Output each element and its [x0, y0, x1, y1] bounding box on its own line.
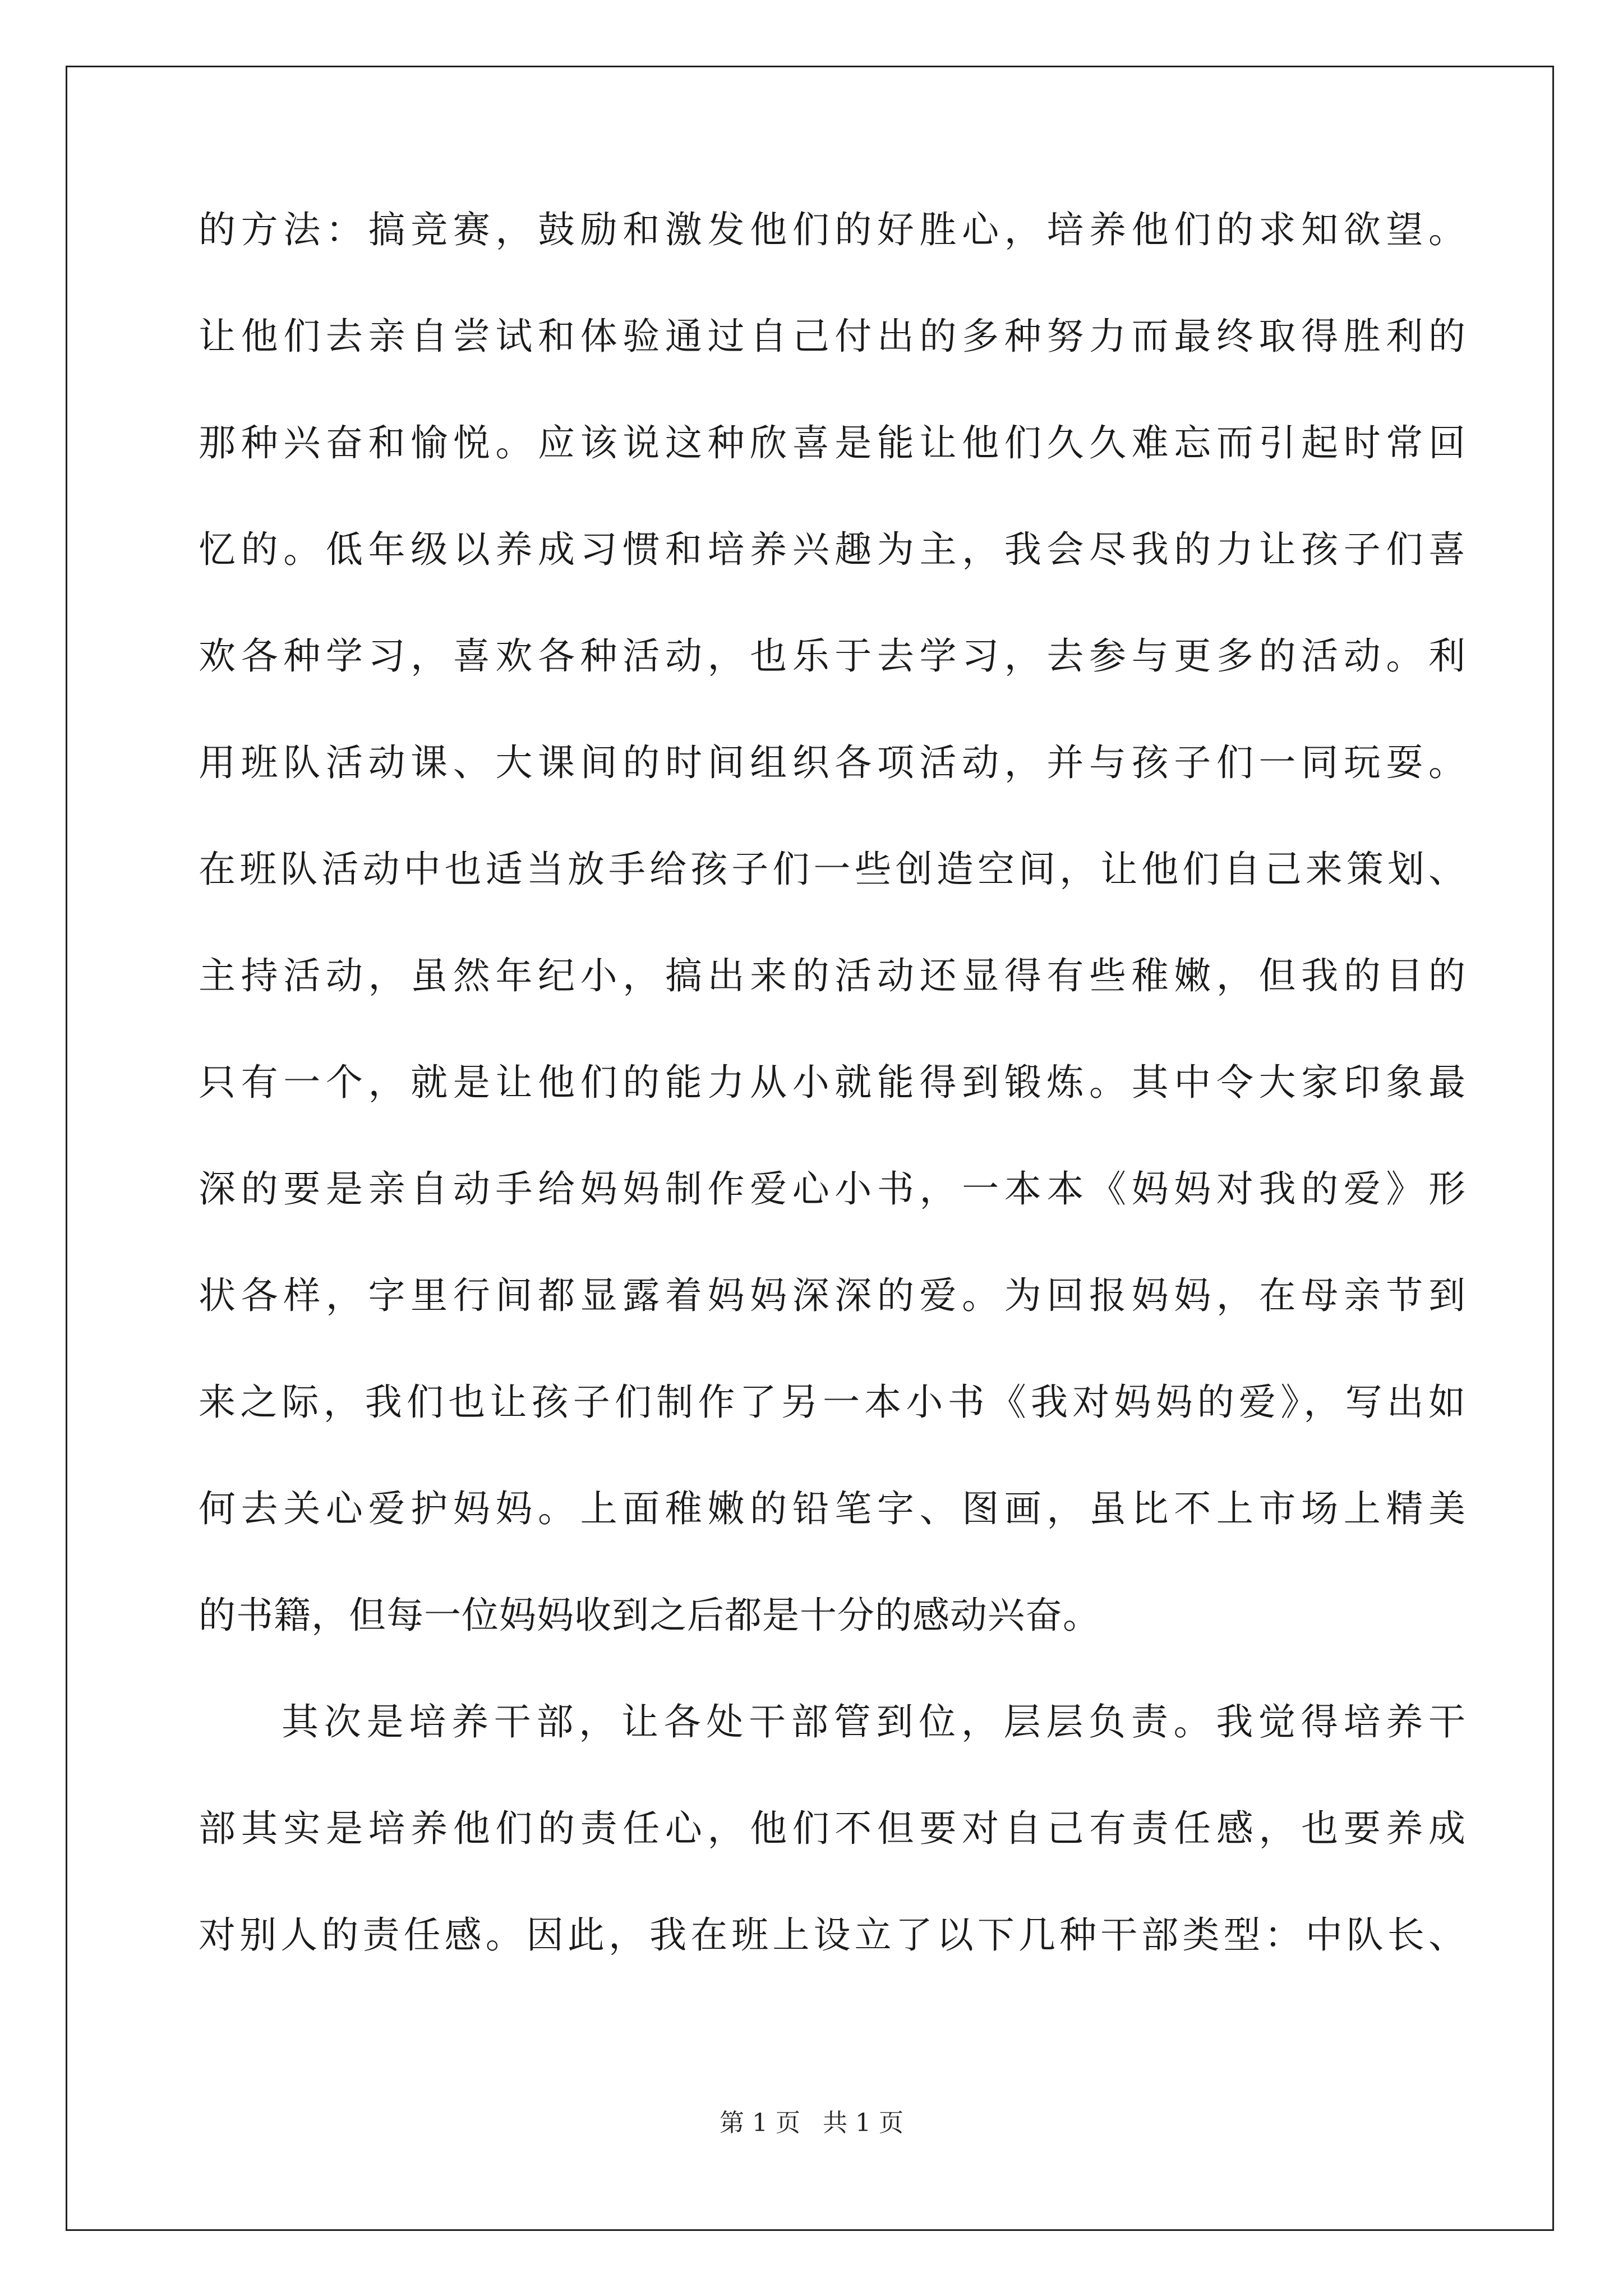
page-number: 第 1 页 [720, 2109, 800, 2137]
text-line: 状各样，字里行间都显露着妈妈深深的爱。为回报妈妈，在母亲节到 [199, 1274, 1466, 1317]
text-line: 只有一个，就是让他们的能力从小就能得到锻炼。其中令大家印象最 [199, 1061, 1466, 1104]
text-line: 用班队活动课、大课间的时间组织各项活动，并与孩子们一同玩耍。 [199, 741, 1466, 784]
text-line: 来之际，我们也让孩子们制作了另一本小书《我对妈妈的爱》，写出如 [199, 1381, 1466, 1424]
text-line: 在班队活动中也适当放手给孩子们一些创造空间，让他们自己来策划、 [199, 848, 1466, 891]
text-line: 欢各种学习，喜欢各种活动，也乐于去学习，去参与更多的活动。利 [199, 634, 1466, 678]
text-line: 何去关心爱护妈妈。上面稚嫩的铅笔字、图画，虽比不上市场上精美 [199, 1487, 1466, 1530]
text-line: 的方法：搞竞赛，鼓励和激发他们的好胜心，培养他们的求知欲望。 [199, 208, 1466, 251]
text-line-paragraph-start: 其次是培养干部，让各处干部管到位，层层负责。我觉得培养干 [282, 1700, 1466, 1743]
page-footer [0, 2106, 1623, 2140]
text-line: 主持活动，虽然年纪小，搞出来的活动还显得有些稚嫩，但我的目的 [199, 954, 1466, 997]
document-body [199, 199, 1466, 2011]
text-line: 让他们去亲自尝试和体验通过自己付出的多种努力而最终取得胜利的 [199, 315, 1466, 358]
text-line: 部其实是培养他们的责任心，他们不但要对自己有责任感，也要养成 [199, 1807, 1466, 1850]
page-total: 共 1 页 [823, 2109, 903, 2137]
text-line: 忆的。低年级以养成习惯和培养兴趣为主，我会尽我的力让孩子们喜 [199, 528, 1466, 571]
text-line: 的书籍，但每一位妈妈收到之后都是十分的感动兴奋。 [199, 1594, 1100, 1637]
text-line: 对别人的责任感。因此，我在班上设立了以下几种干部类型：中队长、 [199, 1913, 1466, 1957]
text-line: 那种兴奋和愉悦。应该说这种欣喜是能让他们久久难忘而引起时常回 [199, 421, 1466, 464]
text-line: 深的要是亲自动手给妈妈制作爱心小书，一本本《妈妈对我的爱》形 [199, 1167, 1466, 1211]
